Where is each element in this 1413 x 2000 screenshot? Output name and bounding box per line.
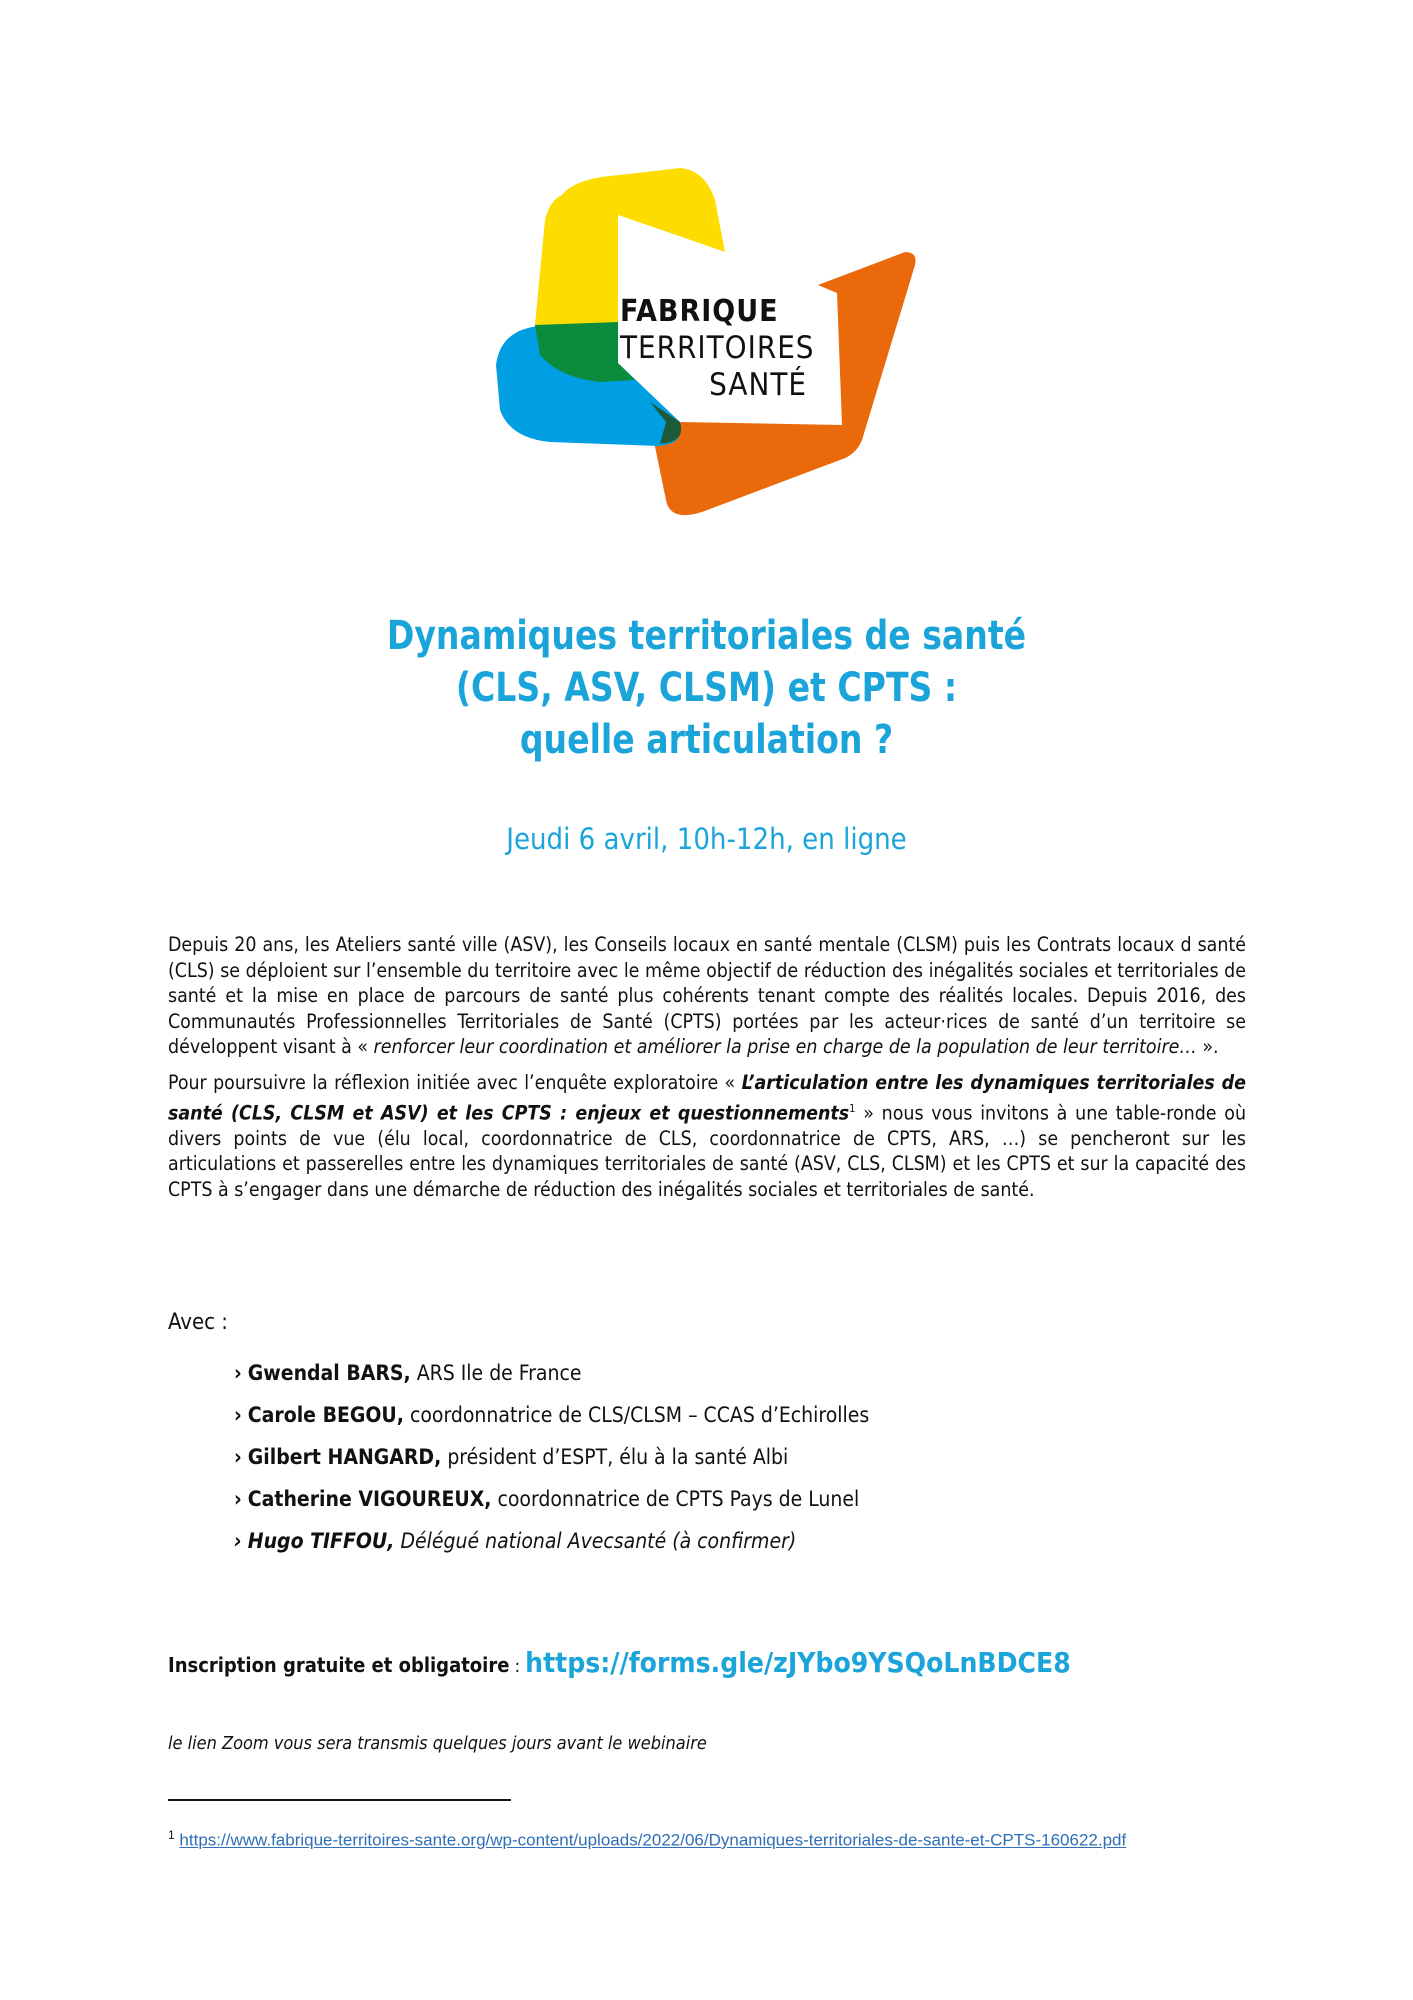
speaker-role: coordonnatrice de CLS/CLSM – CCAS d’Echirolles: [409, 1403, 870, 1427]
fabrique-territoires-sante-logo: [480, 160, 940, 530]
footnote-number: 1: [168, 1828, 175, 1842]
registration: [168, 1646, 1071, 1679]
footnote: [168, 1822, 1258, 1854]
speaker-name: Gilbert HANGARD,: [247, 1445, 442, 1469]
logo-line-territoires: TERRITOIRES: [620, 330, 815, 366]
event-title: [241, 610, 1173, 766]
intro-text: Depuis 20 ans, les Ateliers santé ville (ASV), les Conseils locaux en santé mentale (CLSM) puis les Contrats locaux d santé (CLS) se déploient sur l’ensemble du territoire avec le même objectif de réduction des inégalités sociales et territoriales de santé et la mise en place de parcours de santé plus cohérents tenant compte des réalités locales. Depuis 2016, des Communautés Professionnelles Territoriales de Santé (CPTS) portées par les acteur·rices de santé d’un territoire se développent visant à «: [168, 933, 1246, 1059]
invitation-end: » nous vous invitons à une table-ronde où divers points de vue (élu local, coordonnatrice de CLS, coordonnatrice de CPTS, ARS, …) se pencheront sur les articulations et passerelles entre les dynamiques territoriales de santé (ASV, CLS, CLSM) et les CPTS et sur la capacité des CPTS à s’engager dans une démarche de réduction des inégalités sociales et territoriales de santé.: [168, 1101, 1247, 1201]
intro-end: ».: [1202, 1035, 1219, 1059]
speaker-item: [234, 1352, 1234, 1394]
registration-colon: :: [509, 1656, 526, 1677]
logo-wordmark: [620, 293, 830, 404]
zoom-note: le lien Zoom vous sera transmis quelques jours avant le webinaire: [168, 1733, 707, 1754]
event-date: Jeudi 6 avril, 10h-12h, en ligne: [506, 822, 907, 856]
speaker-name: Catherine VIGOUREUX,: [247, 1487, 492, 1511]
paragraph-invitation: [168, 1070, 1246, 1202]
speaker-item: [234, 1478, 1234, 1520]
speakers-list: [234, 1352, 1234, 1562]
speaker-item: [234, 1436, 1234, 1478]
footnote-link[interactable]: https://www.fabrique-territoires-sante.org/wp-content/uploads/2022/06/Dynamiques-territoriales-de-sante-et-CPTS-160622.pdf: [179, 1830, 1127, 1850]
title-line: (CLS, ASV, CLSM) et CPTS :: [455, 665, 958, 711]
speaker-name: Carole BEGOU,: [247, 1403, 404, 1427]
speaker-role: président d’ESPT, élu à la santé Albi: [447, 1445, 789, 1469]
footnote-ref[interactable]: 1: [849, 1101, 856, 1115]
logo-line-fabrique: FABRIQUE: [620, 294, 779, 329]
description: [168, 932, 1246, 1212]
chevron-right-icon: ›: [234, 1445, 242, 1469]
speakers-label: Avec :: [168, 1310, 228, 1335]
chevron-right-icon: ›: [234, 1487, 242, 1511]
study-title: L’articulation entre les dynamiques territoriales de santé (CLS, CLSM et ASV) et les CPTS : enjeux et questionnements: [168, 1070, 1246, 1125]
title-line: quelle articulation ?: [519, 717, 894, 763]
registration-label: Inscription gratuite et obligatoire: [168, 1653, 510, 1677]
speaker-item: [234, 1394, 1234, 1436]
speaker-item: [234, 1520, 1234, 1562]
chevron-right-icon: ›: [234, 1361, 242, 1385]
speaker-role: ARS Ile de France: [416, 1361, 582, 1385]
speaker-name: Gwendal BARS,: [247, 1361, 411, 1385]
chevron-right-icon: ›: [234, 1529, 242, 1553]
registration-link[interactable]: https://forms.gle/zJYbo9YSQoLnBDCE8: [525, 1646, 1071, 1679]
intro-quote: renforcer leur coordination et améliorer la prise en charge de la population de leur territoire…: [373, 1035, 1197, 1059]
footnote-separator: [168, 1799, 511, 1801]
logo-line-sante: SANTÉ: [709, 367, 807, 403]
speaker-role: Délégué national Avecsanté (à confirmer): [400, 1529, 797, 1553]
speaker-role: coordonnatrice de CPTS Pays de Lunel: [497, 1487, 860, 1511]
title-line: Dynamiques territoriales de santé: [386, 613, 1027, 659]
paragraph-intro: [168, 932, 1246, 1060]
chevron-right-icon: ›: [234, 1403, 242, 1427]
invitation-start: Pour poursuivre la réflexion initiée avec l’enquête exploratoire «: [168, 1070, 736, 1094]
speaker-name: Hugo TIFFOU,: [247, 1529, 395, 1553]
